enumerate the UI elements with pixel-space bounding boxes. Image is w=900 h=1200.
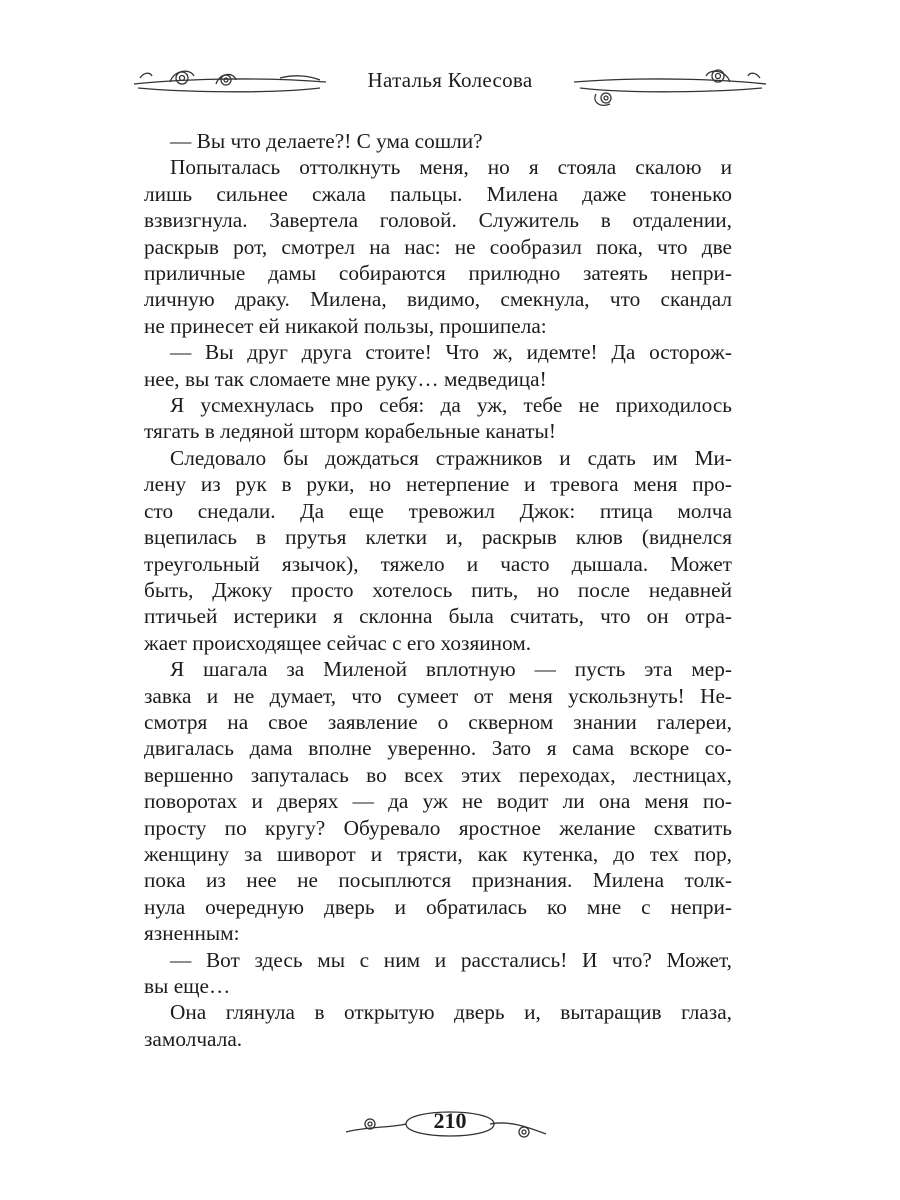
text-line: просту по кругу? Обуревало яростное желание схватить xyxy=(144,815,732,840)
paragraph xyxy=(144,445,732,656)
text-line: приличные дамы собираются прилюдно затеять непри- xyxy=(144,261,732,286)
text-line: лену из рук в руки, но нетерпение и тревога меня про- xyxy=(144,472,732,497)
page-footer xyxy=(340,1098,560,1150)
paragraph xyxy=(144,339,732,392)
paragraph xyxy=(144,999,732,1052)
text-line: поворотах и дверях — да уж не водит ли она меня по- xyxy=(144,789,732,814)
text-line: лишь сильнее сжала пальцы. Милена даже тоненько xyxy=(144,181,732,206)
text-line: замолчала. xyxy=(144,1026,243,1051)
paragraph xyxy=(170,128,732,154)
page-number: 210 xyxy=(433,1108,467,1133)
scroll-ornament-right-icon xyxy=(570,58,770,108)
paragraph xyxy=(144,392,732,445)
text-line: жает происходящее сейчас с его хозяином. xyxy=(144,630,532,655)
paragraph xyxy=(144,154,732,339)
text-line: вершенно запуталась во всех этих переходах, лестницах, xyxy=(144,762,732,787)
text-line: язненным: xyxy=(144,921,240,946)
text-line: Она глянула в открытую дверь и, вытаращив глаза, xyxy=(170,1000,732,1025)
text-line: треугольный язычок), тяжело и часто дышала. Может xyxy=(144,551,732,576)
text-line: Следовало бы дождаться стражников и сдать им Ми- xyxy=(170,445,732,470)
text-line: не принесет ей никакой пользы, прошипела: xyxy=(144,313,547,338)
text-line: — Вот здесь мы с ним и расстались! И что? Может, xyxy=(170,947,732,972)
text-line: птичьей истерики я склонна была считать, что он отра- xyxy=(144,604,732,629)
paragraph xyxy=(144,656,732,946)
text-line: завка и не думает, что сумеет от меня ускользнуть! Не- xyxy=(144,683,732,708)
running-header xyxy=(130,58,770,108)
text-line: двигалась дама вполне уверенно. Зато я сама вскоре со- xyxy=(144,736,732,761)
body-text xyxy=(144,128,732,1052)
text-line: Я усмехнулась про себя: да уж, тебе не приходилось xyxy=(170,393,732,418)
text-line: нее, вы так сломаете мне руку… медведица! xyxy=(144,366,547,391)
book-author: Наталья Колесова xyxy=(367,68,533,92)
text-line: Я шагала за Миленой вплотную — пусть эта мер- xyxy=(170,657,732,682)
text-line: вы еще… xyxy=(144,974,231,998)
text-line: пока из нее не посыплются признания. Милена толк- xyxy=(144,868,732,893)
text-line: женщину за шиворот и трясти, как кутенка, до тех пор, xyxy=(144,841,732,866)
text-line: личную драку. Милена, видимо, смекнула, что скандал xyxy=(144,287,732,312)
text-line: — Вы друг друга стоите! Что ж, идемте! Да осторож- xyxy=(170,340,732,365)
text-line: сто снедали. Да еще тревожил Джок: птица молча xyxy=(144,498,732,523)
text-line: Попыталась оттолкнуть меня, но я стояла скалою и xyxy=(170,155,732,180)
text-line: — Вы что делаете?! С ума сошли? xyxy=(170,129,483,153)
text-line: раскрыв рот, смотрел на нас: не сообразил пока, что две xyxy=(144,234,732,259)
text-line: взвизгнула. Завертела головой. Служитель в отдалении, xyxy=(144,208,732,233)
text-line: нула очередную дверь и обратилась ко мне с непри- xyxy=(144,894,732,919)
paragraph xyxy=(144,947,732,1000)
text-line: смотря на свое заявление о скверном знании галереи, xyxy=(144,709,732,734)
text-line: вцепилась в прутья клетки и, раскрыв клюв (виднелся xyxy=(144,525,732,550)
text-line: тягать в ледяной шторм корабельные канаты! xyxy=(144,419,556,444)
text-line: быть, Джоку просто хотелось пить, но после недавней xyxy=(144,577,732,602)
